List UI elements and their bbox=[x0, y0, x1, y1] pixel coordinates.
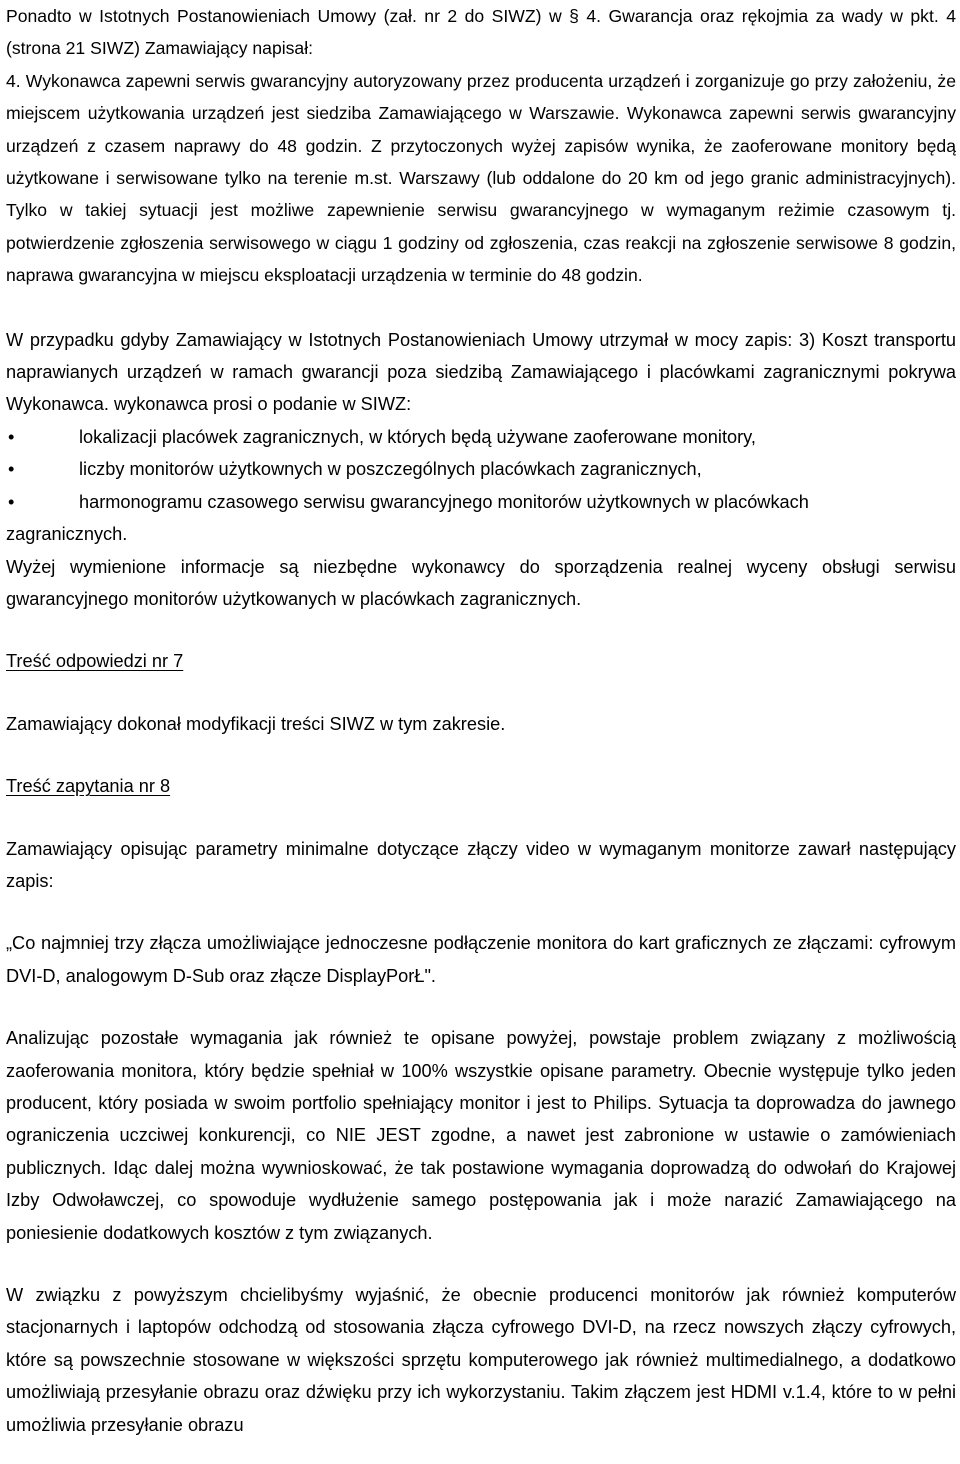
document-page bbox=[6, 0, 956, 1441]
bullet-text: lokalizacji placówek zagranicznych, w których będą używane zaoferowane monitory, bbox=[79, 426, 756, 447]
bullet-icon: • bbox=[8, 491, 15, 512]
transport-paragraph: W przypadku gdyby Zamawiający w Istotnych Postanowieniach Umowy utrzymał w mocy zapis: 3) Koszt transportu naprawianych urządzeń w ramach gwarancji poza siedzibą Zamawiającego i placówkami zagranicznymi pokrywa Wykonawca. wykonawca prosi o podanie w SIWZ: bbox=[6, 329, 956, 415]
intro-paragraph bbox=[6, 0, 956, 292]
question8-intro: Zamawiający opisując parametry minimalne dotyczące złączy video w wymaganym monitorze zawarł następujący zapis: bbox=[6, 838, 956, 891]
list-item bbox=[6, 486, 956, 518]
bullet-icon: • bbox=[8, 426, 15, 447]
question8-heading-text: Treść zapytania nr 8 bbox=[6, 776, 171, 797]
list-item bbox=[6, 453, 956, 485]
list-item bbox=[6, 421, 956, 453]
bullet-text: harmonogramu czasowego serwisu gwarancyjnego monitorów użytkownych w placówkach bbox=[79, 491, 809, 512]
question8-analysis: Analizując pozostałe wymagania jak również te opisane powyżej, powstaje problem związany z możliwością zaoferowania monitora, który będzie spełniał w 100% wszystkie opisane parametry. Obecnie występuje tylko jeden producent, który posiada w swoim portfolio spełniający monitor i jest to Philips. Sytuacja ta doprowadza do jawnego ograniczenia uczciwej konkurencji, co NIE JEST zgodne, a nawet jest zabronione w ustawie o zamówieniach publicznych. Idąc dalej można wywnioskować, że tak postawione wymagania doprowadzą do odwołań do Krajowej Izby Odwoławczej, co spowoduje wydłużenie samego postępowania jak i może narazić Zamawiającego na poniesienie dodatkowych kosztów z tym związanych. bbox=[6, 1028, 956, 1243]
answer7-heading bbox=[6, 645, 956, 677]
bullet-text: liczby monitorów użytkownych w poszczególnych placówkach zagranicznych, bbox=[79, 459, 702, 480]
transport-closing: Wyżej wymienione informacje są niezbędne wykonawcy do sporządzenia realnej wyceny obsługi serwisu gwarancyjnego monitorów użytkowanych w placówkach zagranicznych. bbox=[6, 556, 956, 609]
intro-quote-a: 4. Wykonawca zapewni serwis gwarancyjny autoryzowany przez producenta urządzeń i zorganizuje go przy założeniu, że miejscem użytkowania urządzeń jest siedziba Zamawiającego w Warszawie. Wykonawca zapewni serwis gwarancyjny urządzeń z czasem naprawy do 48 godzin. bbox=[6, 70, 956, 156]
bullet-list bbox=[6, 421, 956, 518]
answer7-text: Zamawiający dokonał modyfikacji treści SIWZ w tym zakresie. bbox=[6, 713, 506, 734]
intro-line: Ponadto w Istotnych Postanowieniach Umowy (zał. nr 2 do SIWZ) w § 4. Gwarancja oraz rękojmia za wady w pkt. 4 (strona 21 SIWZ) Zamawiający napisał: bbox=[6, 6, 956, 59]
question8-heading bbox=[6, 770, 956, 802]
question8-closing: W związku z powyższym chcielibyśmy wyjaśnić, że obecnie producenci monitorów jak również komputerów stacjonarnych i laptopów odchodzą od stosowania złącza cyfrowego DVI-D, na rzecz nowszych złączy cyfrowych, które są powszechnie stosowane w większości sprzętu komputerowego jak również multimedialnego, a dodatkowo umożliwiają przesyłanie obrazu oraz dźwięku przy ich wykorzystaniu. Takim złączem jest HDMI v.1.4, które to w pełni umożliwia przesyłanie obrazu bbox=[6, 1285, 956, 1435]
bullet-icon: • bbox=[8, 459, 15, 480]
answer7-heading-text: Treść odpowiedzi nr 7 bbox=[6, 651, 184, 672]
question8-quote: „Co najmniej trzy złącza umożliwiające jednoczesne podłączenie monitora do kart graficznych ze złączami: cyfrowym DVI-D, analogowym D-Sub oraz złącze DisplayPorŁ". bbox=[6, 933, 956, 986]
bullet-tail: zagranicznych. bbox=[6, 524, 128, 545]
intro-quote-b: Z przytoczonych wyżej zapisów wynika, że zaoferowane monitory będą użytkowane i serwisowane tylko na terenie m.st. Warszawy (lub oddalone do 20 km od jego granic administracyjnych). Tylko w takiej sytuacji jest możliwe zapewnienie serwisu gwarancyjnego w wymaganym reżimie czasowym tj. potwierdzenie zgłoszenia serwisowego w ciągu 1 godziny od zgłoszenia, czas reakcji na zgłoszenie serwisowe 8 godzin, naprawa gwarancyjna w miejscu eksploatacji urządzenia w terminie do 48 godzin. bbox=[6, 135, 956, 286]
